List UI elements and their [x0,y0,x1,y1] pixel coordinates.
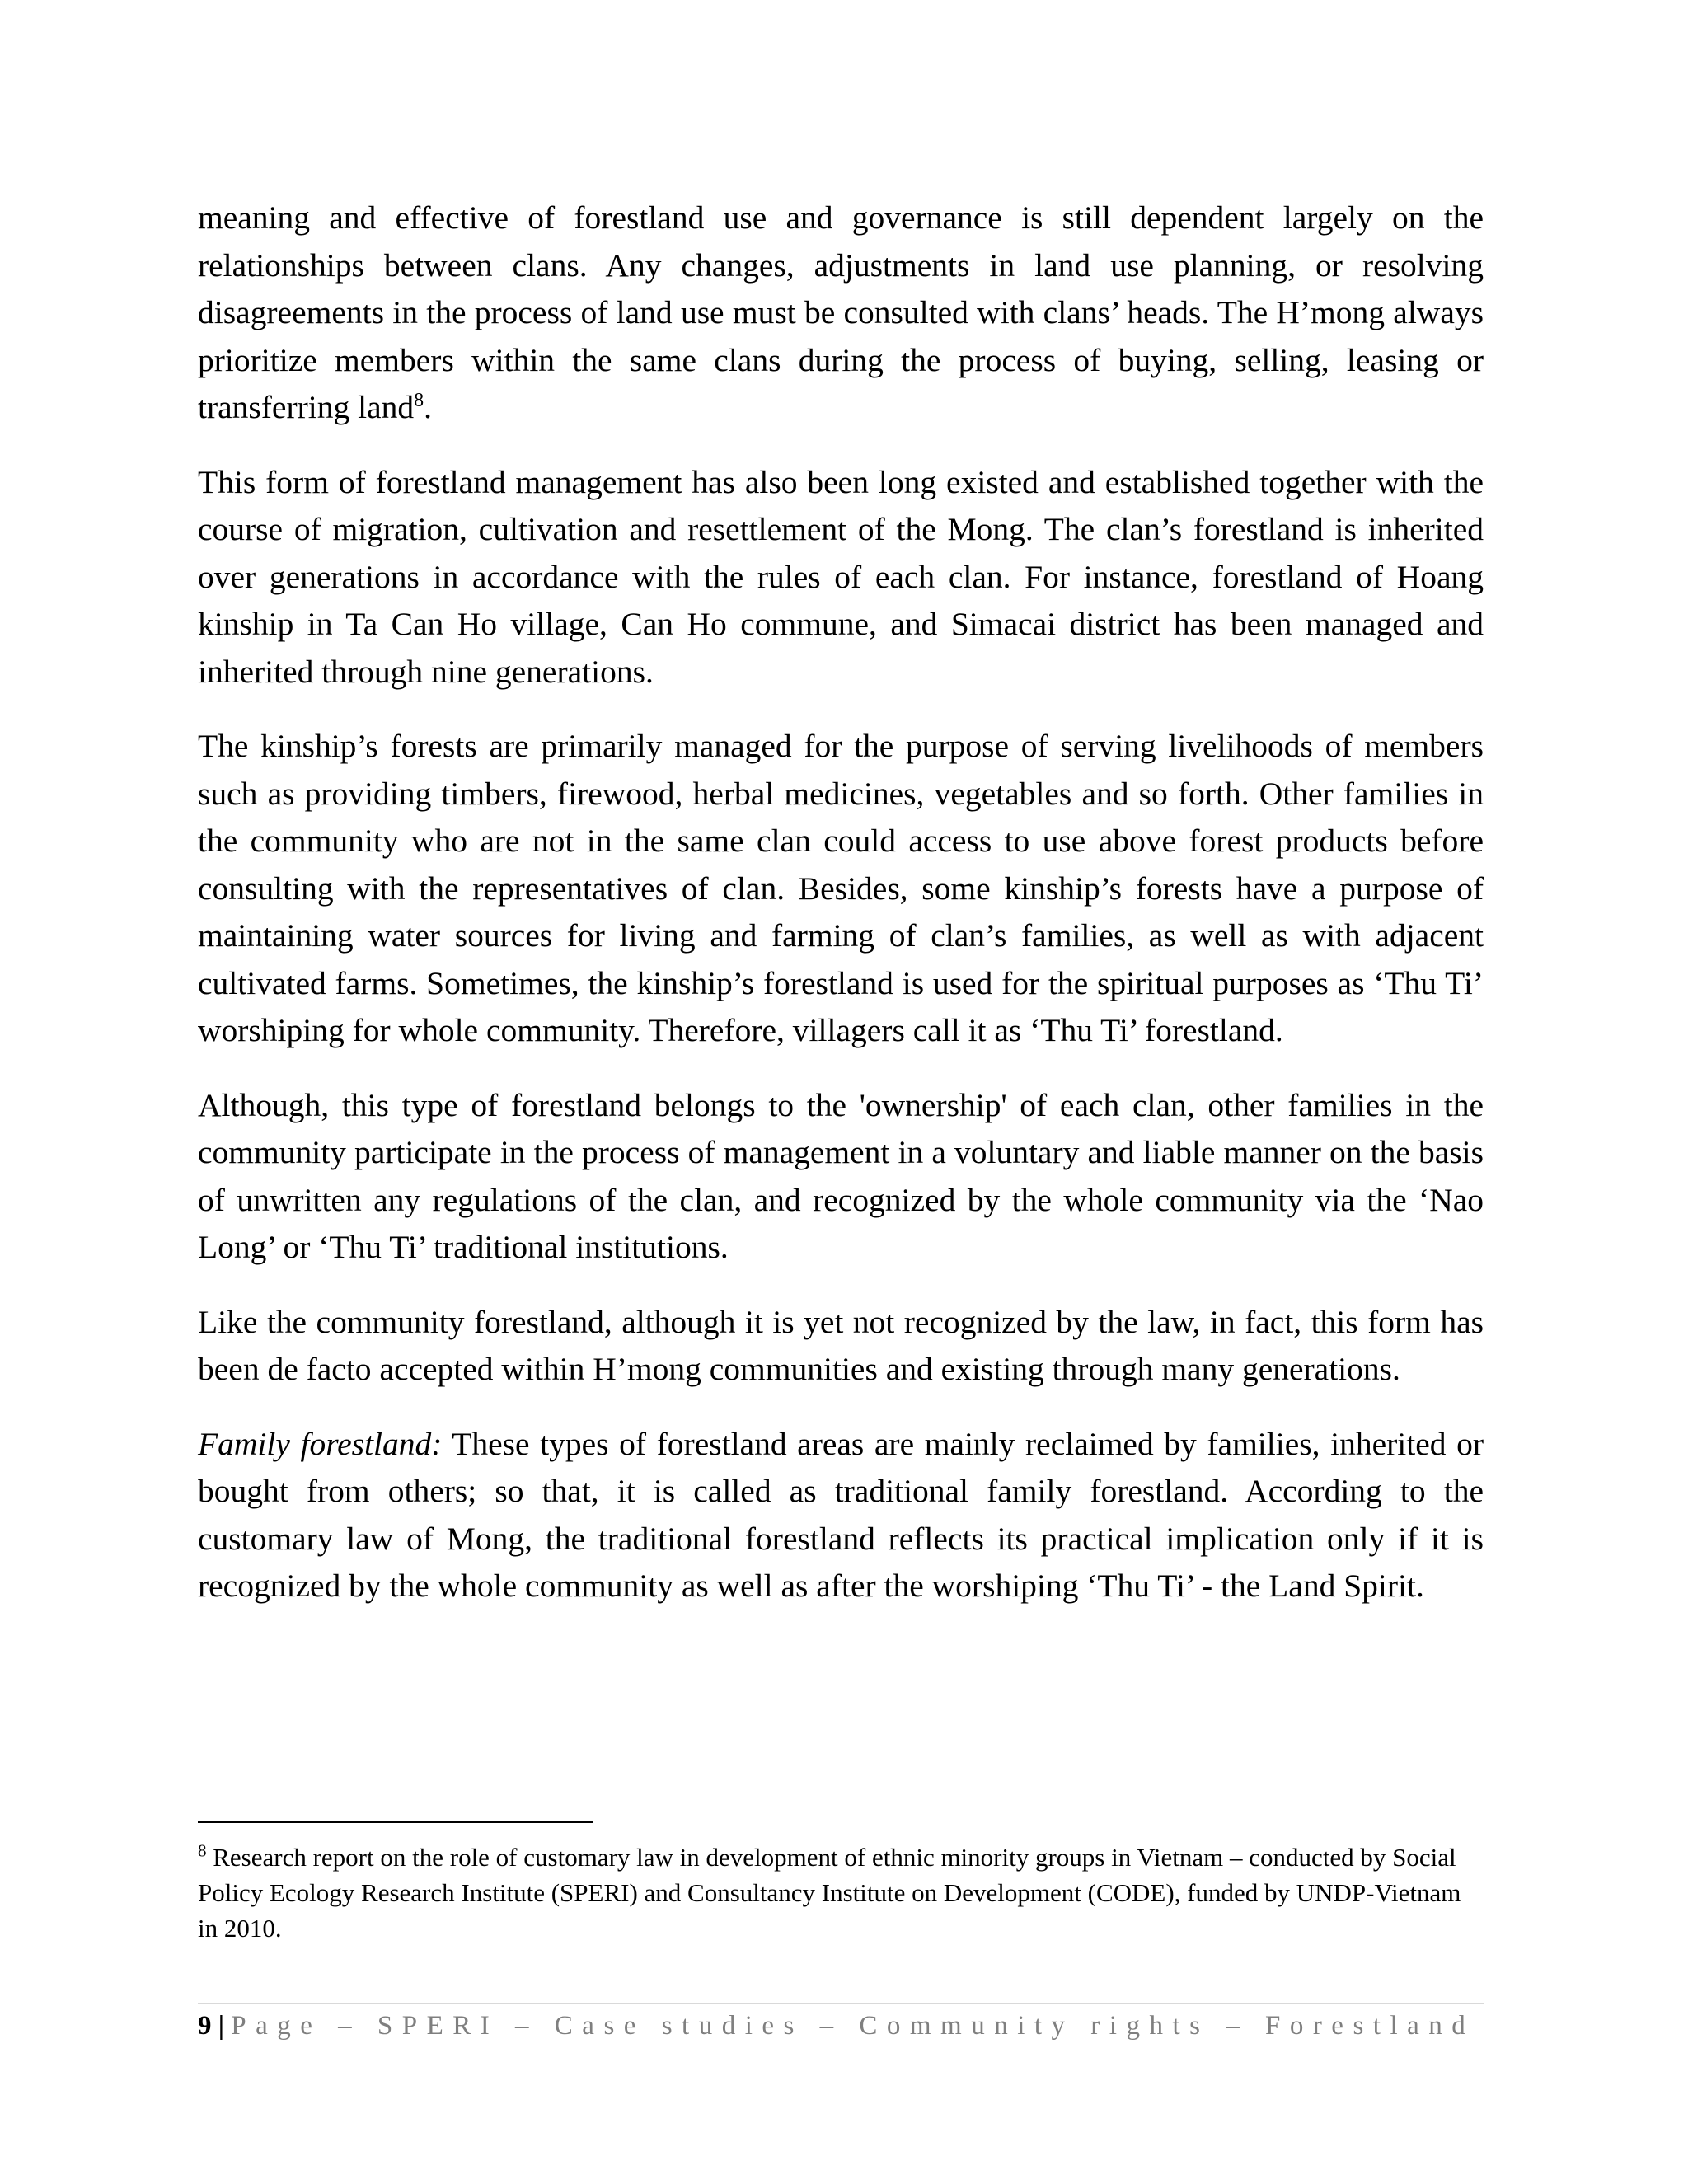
paragraph-text: meaning and effective of forestland use and governance is still dependent largely on the relationships between clans. Any changes, adjustments in land use planning, or resolving disagreements in the process of land use must be consulted with clans’ heads. The H’mong always prioritize members within the same clans during the process of buying, selling, leasing or transferring land [198,199,1484,425]
paragraph-text: These types of forestland areas are mainly reclaimed by families, inherited or bought from others; so that, it is called as traditional family forestland. According to the customary law of Mong, the traditional forestland reflects its practical implication only if it is recognized by the whole community as well as after the worshiping ‘Thu Ti’ - the Land Spirit. [198,1425,1484,1604]
paragraph-text-end: . [424,389,433,425]
running-footer-text: Page – SPERI – Case studies – Community rights – Forestland [231,2011,1475,2041]
paragraph-forestland-management: This form of forestland management has also been long existed and established together with the course of migration, cultivation and resettlement of the Mong. The clan’s forestland is inherited over generations in accordance with the rules of each clan. For instance, forestland of Hoang kinship in Ta Can Ho village, Can Ho commune, and Simacai district has been managed and inherited through nine generations. [198,463,1484,690]
paragraph-clan-relationships [198,194,1484,432]
paragraph-kinship-forests: The kinship’s forests are primarily managed for the purpose of serving livelihoods of members such as providing timbers, firewood, herbal medicines, vegetables and so forth. Other families in the community who are not in the same clan could access to use above forest products before consulting with the representatives of clan. Besides, some kinship’s forests have a purpose of maintaining water sources for living and farming of clan’s families, as well as with adjacent cultivated farms. Sometimes, the kinship’s forestland is used for the spiritual purposes as ‘Thu Ti’ worshiping for whole community. Therefore, villagers call it as ‘Thu Ti’ forestland. [198,728,1484,1048]
page-footer [198,2008,1475,2044]
footer-divider [198,2003,1484,2004]
page-number: 9 [198,2011,212,2041]
footer-separator: | [211,2011,232,2041]
footnote-reference[interactable]: 8 [414,389,424,411]
family-forestland-term: Family forestland: [198,1425,443,1462]
footnote-divider [198,1821,593,1823]
paragraph-family-forestland [198,1421,1484,1610]
paragraph-community-forestland: Like the community forestland, although it is yet not recognized by the law, in fact, this form has been de facto accepted within H’mong communities and existing through many generations. [198,1303,1484,1387]
footnote-text: Research report on the role of customary law in development of ethnic minority groups in Vietnam – conducted by Social Policy Ecology Research Institute (SPERI) and Consultancy Institute on Development (CODE), funded by UNDP-Vietnam in 2010. [198,1843,1461,1943]
footnote [198,1840,1484,1946]
footnote-number: 8 [198,1840,207,1861]
main-text [198,194,1484,1638]
paragraph-ownership: Although, this type of forestland belongs to the 'ownership' of each clan, other families in the community participate in the process of management in a voluntary and liable manner on the basis of unwritten any regulations of the clan, and recognized by the whole community via the ‘Nao Long’ or ‘Thu Ti’ traditional institutions. [198,1086,1484,1265]
